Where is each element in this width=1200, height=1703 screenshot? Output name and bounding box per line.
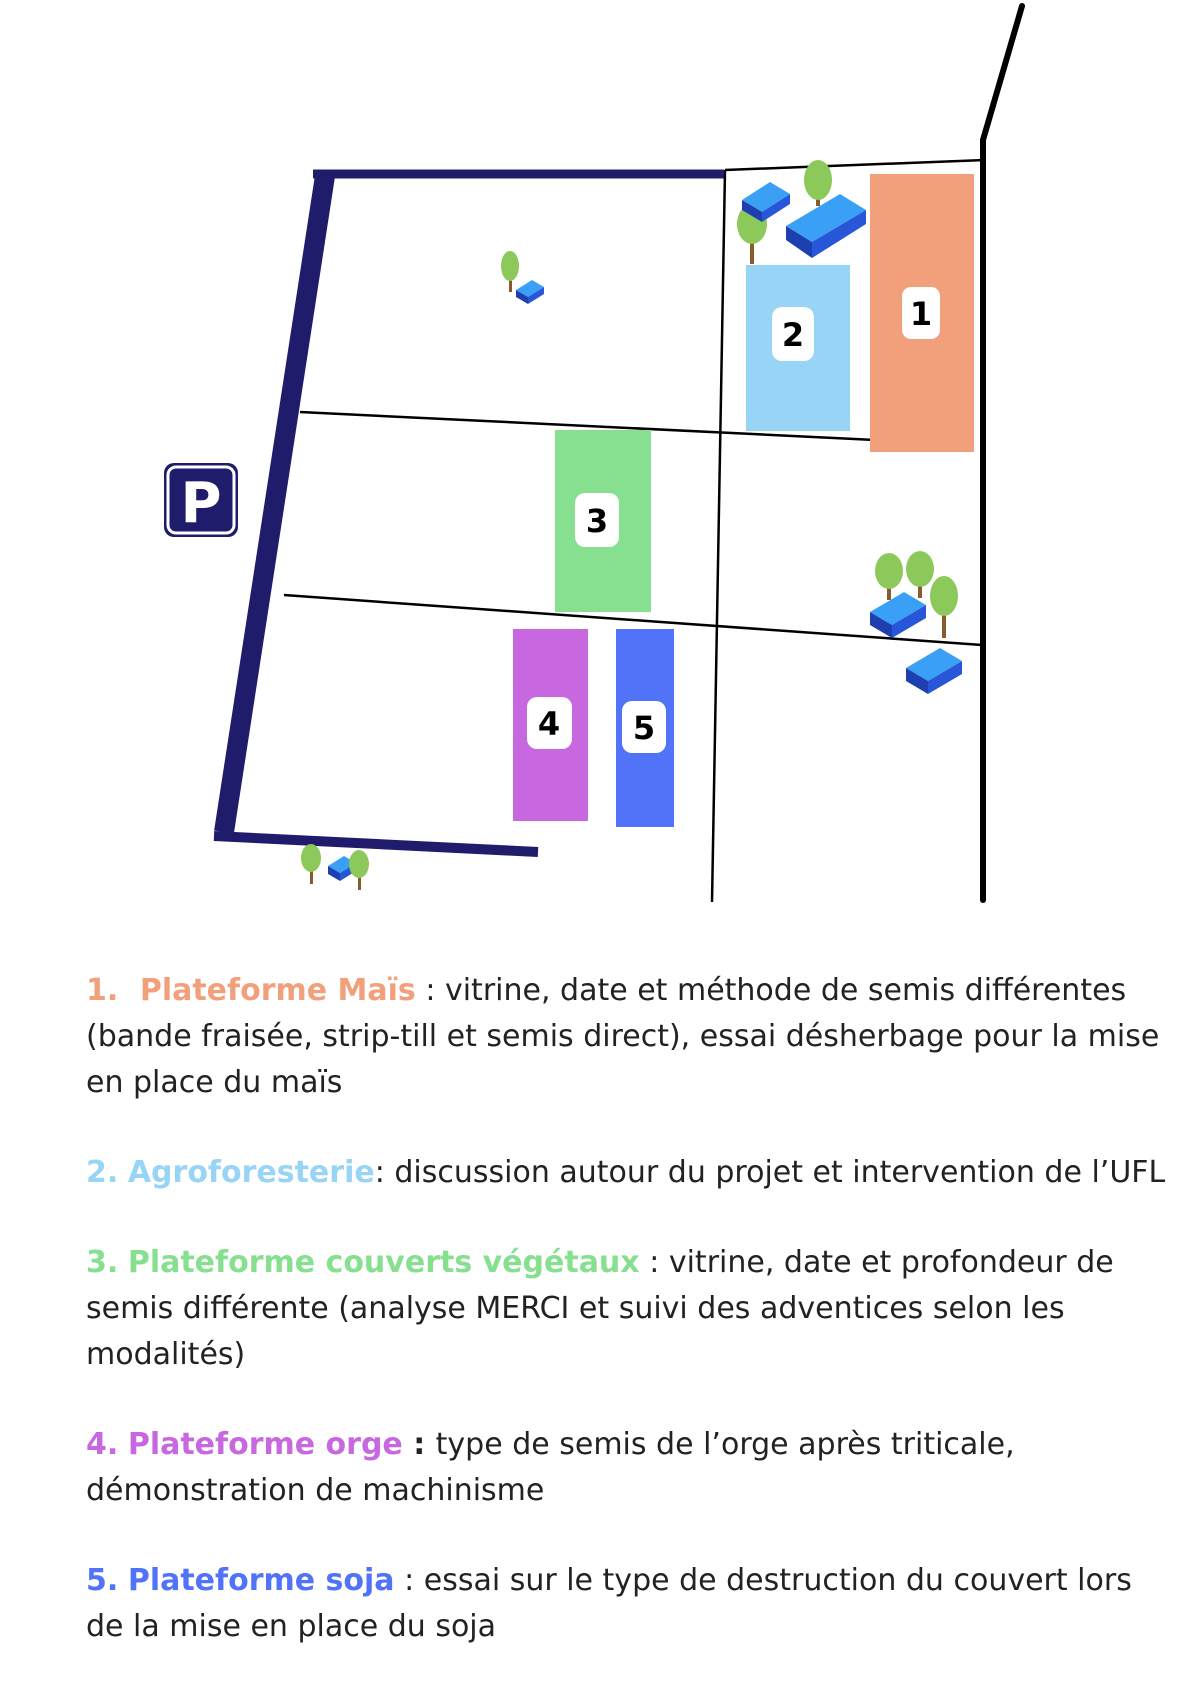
plot-1-label: 1: [909, 295, 933, 333]
tree-icon: [906, 551, 934, 598]
legend-text: vitrine, date et profondeur de semis différente (analyse MERCI et suivi des adventices selon les modalités): [86, 1245, 1114, 1372]
legend-item-2: [86, 1150, 1166, 1196]
building-icon: [906, 648, 962, 694]
legend-item-3: [86, 1240, 1166, 1378]
legend-title: Plateforme Maïs: [139, 973, 416, 1008]
legend-separator: :: [402, 1427, 436, 1462]
legend-text: discussion autour du projet et intervention de l’UFL: [394, 1155, 1166, 1190]
legend-separator: :: [374, 1155, 395, 1190]
building-icon: [786, 194, 866, 258]
plot-4-label: 4: [537, 705, 561, 743]
tree-icon: [301, 844, 321, 884]
main-road: [983, 6, 1022, 900]
tree-icon: [804, 160, 832, 206]
tree-icon: [875, 553, 903, 600]
plot-5-label: 5: [632, 709, 656, 747]
legend-title: Plateforme orge: [127, 1427, 403, 1462]
legend-item-5: [86, 1558, 1166, 1650]
parking-label: P: [180, 471, 222, 536]
legend-text: essai sur le type de destruction du couvert lors de la mise en place du soja: [86, 1563, 1132, 1644]
legend-item-1: [86, 968, 1166, 1106]
legend-number: 1.: [86, 973, 119, 1008]
building-icon: [870, 592, 926, 638]
plot-3-label: 3: [585, 502, 609, 540]
parking-sign: [164, 463, 238, 537]
tree-icon: [349, 850, 369, 890]
legend-item-4: [86, 1422, 1166, 1514]
legend-number: 2.: [86, 1155, 119, 1190]
tree-icon: [501, 251, 519, 292]
building-icon: [516, 280, 544, 304]
legend-title: Plateforme soja: [127, 1563, 395, 1598]
legend: [86, 968, 1166, 1694]
legend-number: 3.: [86, 1245, 119, 1280]
legend-number: 4.: [86, 1427, 119, 1462]
legend-number: 5.: [86, 1563, 119, 1598]
legend-separator: :: [415, 973, 445, 1008]
legend-separator: :: [639, 1245, 669, 1280]
tree-icon: [930, 576, 958, 638]
plot-2-label: 2: [781, 316, 805, 354]
legend-text: type de semis de l’orge après triticale, démonstration de machinisme: [86, 1427, 1015, 1508]
legend-separator: :: [394, 1563, 424, 1598]
legend-text: vitrine, date et méthode de semis différentes (bande fraisée, strip-till et semis direct), essai désherbage pour la mise en place du maïs: [86, 973, 1160, 1100]
legend-title: Agroforesterie: [127, 1155, 375, 1190]
legend-title: Plateforme couverts végétaux: [127, 1245, 640, 1280]
